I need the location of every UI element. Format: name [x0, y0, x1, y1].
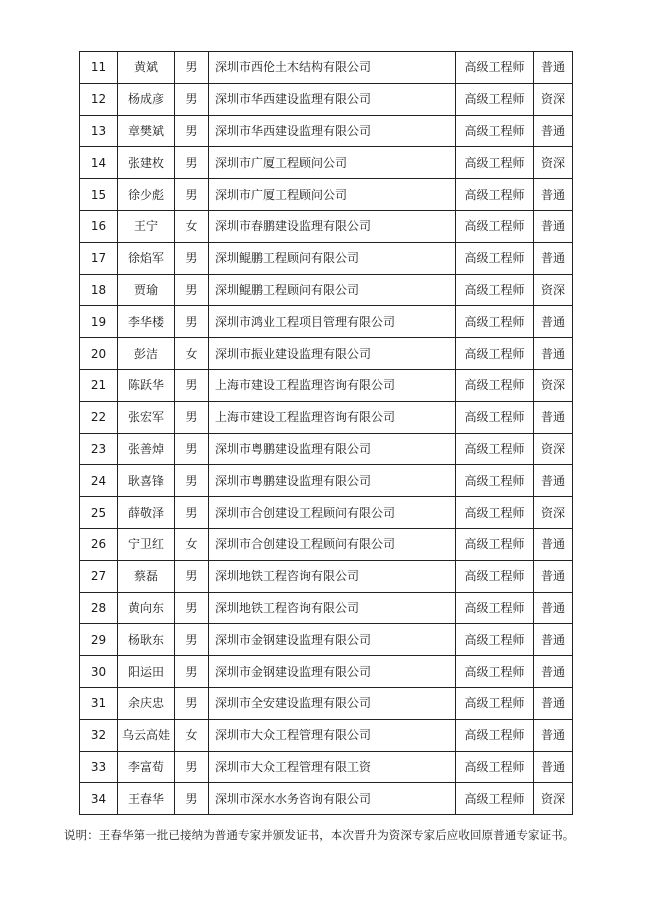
- expert-name-cell: 李华楼: [118, 306, 175, 338]
- expert-name-cell: 王宁: [118, 210, 175, 242]
- professional-title-cell: 高级工程师: [456, 433, 534, 465]
- expert-name-cell: 张建枚: [118, 147, 175, 179]
- professional-title-cell: 高级工程师: [456, 369, 534, 401]
- expert-name-cell: 张宏军: [118, 401, 175, 433]
- expert-level-cell: 普通: [534, 687, 573, 719]
- professional-title-cell: 高级工程师: [456, 528, 534, 560]
- professional-title-cell: 高级工程师: [456, 624, 534, 656]
- table-row: [80, 115, 573, 147]
- row-number-cell: 30: [80, 656, 118, 688]
- expert-name-cell: 张善焯: [118, 433, 175, 465]
- professional-title-cell: 高级工程师: [456, 465, 534, 497]
- row-number-cell: 24: [80, 465, 118, 497]
- professional-title-cell: 高级工程师: [456, 497, 534, 529]
- table-row: [80, 719, 573, 751]
- expert-level-cell: 普通: [534, 115, 573, 147]
- expert-name-cell: 乌云高娃: [118, 719, 175, 751]
- expert-level-cell: 普通: [534, 338, 573, 370]
- expert-level-cell: 普通: [534, 719, 573, 751]
- gender-cell: 男: [175, 656, 209, 688]
- table-row: [80, 401, 573, 433]
- row-number-cell: 20: [80, 338, 118, 370]
- company-name-cell: 深圳鲲鹏工程顾问有限公司: [209, 274, 456, 306]
- row-number-cell: 33: [80, 751, 118, 783]
- expert-level-cell: 普通: [534, 401, 573, 433]
- professional-title-cell: 高级工程师: [456, 83, 534, 115]
- expert-name-cell: 蔡磊: [118, 560, 175, 592]
- row-number-cell: 12: [80, 83, 118, 115]
- company-name-cell: 上海市建设工程监理咨询有限公司: [209, 369, 456, 401]
- professional-title-cell: 高级工程师: [456, 306, 534, 338]
- row-number-cell: 17: [80, 242, 118, 274]
- expert-name-cell: 徐焰军: [118, 242, 175, 274]
- company-name-cell: 深圳市广厦工程顾问公司: [209, 179, 456, 211]
- table-row: [80, 465, 573, 497]
- table-row: [80, 147, 573, 179]
- company-name-cell: 深圳市广厦工程顾问公司: [209, 147, 456, 179]
- gender-cell: 男: [175, 179, 209, 211]
- table-row: [80, 179, 573, 211]
- expert-level-cell: 普通: [534, 751, 573, 783]
- expert-level-cell: 资深: [534, 433, 573, 465]
- row-number-cell: 21: [80, 369, 118, 401]
- table-row: [80, 751, 573, 783]
- row-number-cell: 26: [80, 528, 118, 560]
- row-number-cell: 29: [80, 624, 118, 656]
- gender-cell: 男: [175, 147, 209, 179]
- gender-cell: 女: [175, 528, 209, 560]
- professional-title-cell: 高级工程师: [456, 783, 534, 815]
- expert-level-cell: 普通: [534, 528, 573, 560]
- row-number-cell: 14: [80, 147, 118, 179]
- expert-level-cell: 普通: [534, 306, 573, 338]
- gender-cell: 男: [175, 687, 209, 719]
- gender-cell: 男: [175, 624, 209, 656]
- expert-level-cell: 普通: [534, 210, 573, 242]
- gender-cell: 男: [175, 560, 209, 592]
- company-name-cell: 深圳市振业建设监理有限公司: [209, 338, 456, 370]
- table-row: [80, 783, 573, 815]
- company-name-cell: 深圳市华西建设监理有限公司: [209, 83, 456, 115]
- company-name-cell: 深圳市大众工程管理有限公司: [209, 719, 456, 751]
- table-row: [80, 497, 573, 529]
- company-name-cell: 深圳市深水水务咨询有限公司: [209, 783, 456, 815]
- company-name-cell: 深圳市合创建设工程顾问有限公司: [209, 528, 456, 560]
- expert-level-cell: 普通: [534, 52, 573, 84]
- gender-cell: 男: [175, 497, 209, 529]
- table-row: [80, 624, 573, 656]
- gender-cell: 男: [175, 115, 209, 147]
- expert-level-cell: 普通: [534, 465, 573, 497]
- row-number-cell: 32: [80, 719, 118, 751]
- table-row: [80, 369, 573, 401]
- row-number-cell: 34: [80, 783, 118, 815]
- row-number-cell: 23: [80, 433, 118, 465]
- expert-name-cell: 彭洁: [118, 338, 175, 370]
- table-row: [80, 306, 573, 338]
- company-name-cell: 深圳市华西建设监理有限公司: [209, 115, 456, 147]
- expert-level-cell: 普通: [534, 560, 573, 592]
- gender-cell: 男: [175, 592, 209, 624]
- expert-level-cell: 普通: [534, 242, 573, 274]
- professional-title-cell: 高级工程师: [456, 719, 534, 751]
- company-name-cell: 深圳地铁工程咨询有限公司: [209, 592, 456, 624]
- footnote: 说明：王春华第一批已接纳为普通专家并颁发证书，本次晋升为资深专家后应收回原普通专家证书。: [64, 828, 575, 842]
- expert-level-cell: 普通: [534, 624, 573, 656]
- company-name-cell: 深圳市粤鹏建设监理有限公司: [209, 465, 456, 497]
- expert-name-cell: 黄向东: [118, 592, 175, 624]
- professional-title-cell: 高级工程师: [456, 656, 534, 688]
- gender-cell: 男: [175, 274, 209, 306]
- gender-cell: 男: [175, 783, 209, 815]
- expert-name-cell: 王春华: [118, 783, 175, 815]
- professional-title-cell: 高级工程师: [456, 401, 534, 433]
- company-name-cell: 深圳市西伦土木结构有限公司: [209, 52, 456, 84]
- company-name-cell: 深圳市春鹏建设监理有限公司: [209, 210, 456, 242]
- company-name-cell: 深圳市粤鹏建设监理有限公司: [209, 433, 456, 465]
- table-row: [80, 433, 573, 465]
- row-number-cell: 11: [80, 52, 118, 84]
- row-number-cell: 18: [80, 274, 118, 306]
- expert-level-cell: 资深: [534, 274, 573, 306]
- gender-cell: 男: [175, 433, 209, 465]
- expert-roster-table: [79, 51, 573, 815]
- professional-title-cell: 高级工程师: [456, 147, 534, 179]
- table-row: [80, 338, 573, 370]
- expert-level-cell: 资深: [534, 83, 573, 115]
- gender-cell: 男: [175, 465, 209, 497]
- table-row: [80, 83, 573, 115]
- gender-cell: 男: [175, 242, 209, 274]
- professional-title-cell: 高级工程师: [456, 115, 534, 147]
- table-row: [80, 592, 573, 624]
- table-row: [80, 560, 573, 592]
- gender-cell: 男: [175, 83, 209, 115]
- expert-name-cell: 徐少彪: [118, 179, 175, 211]
- expert-level-cell: 普通: [534, 592, 573, 624]
- company-name-cell: 深圳市金钢建设监理有限公司: [209, 624, 456, 656]
- expert-name-cell: 杨耿东: [118, 624, 175, 656]
- gender-cell: 男: [175, 306, 209, 338]
- professional-title-cell: 高级工程师: [456, 242, 534, 274]
- expert-name-cell: 余庆忠: [118, 687, 175, 719]
- professional-title-cell: 高级工程师: [456, 687, 534, 719]
- company-name-cell: 深圳地铁工程咨询有限公司: [209, 560, 456, 592]
- expert-name-cell: 贾瑜: [118, 274, 175, 306]
- gender-cell: 女: [175, 210, 209, 242]
- company-name-cell: 深圳市金钢建设监理有限公司: [209, 656, 456, 688]
- company-name-cell: 深圳市大众工程管理有限工资: [209, 751, 456, 783]
- expert-level-cell: 资深: [534, 369, 573, 401]
- table-row: [80, 274, 573, 306]
- row-number-cell: 27: [80, 560, 118, 592]
- expert-level-cell: 资深: [534, 783, 573, 815]
- professional-title-cell: 高级工程师: [456, 338, 534, 370]
- gender-cell: 男: [175, 52, 209, 84]
- gender-cell: 男: [175, 401, 209, 433]
- professional-title-cell: 高级工程师: [456, 560, 534, 592]
- gender-cell: 女: [175, 338, 209, 370]
- professional-title-cell: 高级工程师: [456, 52, 534, 84]
- expert-level-cell: 资深: [534, 497, 573, 529]
- row-number-cell: 22: [80, 401, 118, 433]
- expert-name-cell: 阳运田: [118, 656, 175, 688]
- professional-title-cell: 高级工程师: [456, 210, 534, 242]
- expert-level-cell: 资深: [534, 147, 573, 179]
- row-number-cell: 28: [80, 592, 118, 624]
- company-name-cell: 上海市建设工程监理咨询有限公司: [209, 401, 456, 433]
- expert-name-cell: 陈跃华: [118, 369, 175, 401]
- expert-name-cell: 薛敬泽: [118, 497, 175, 529]
- professional-title-cell: 高级工程师: [456, 179, 534, 211]
- expert-name-cell: 耿喜锋: [118, 465, 175, 497]
- expert-name-cell: 黄斌: [118, 52, 175, 84]
- roster-table-body: [80, 52, 573, 815]
- table-row: [80, 687, 573, 719]
- professional-title-cell: 高级工程师: [456, 592, 534, 624]
- company-name-cell: 深圳鲲鹏工程顾问有限公司: [209, 242, 456, 274]
- expert-name-cell: 宁卫红: [118, 528, 175, 560]
- row-number-cell: 19: [80, 306, 118, 338]
- row-number-cell: 15: [80, 179, 118, 211]
- expert-level-cell: 普通: [534, 179, 573, 211]
- company-name-cell: 深圳市全安建设监理有限公司: [209, 687, 456, 719]
- expert-level-cell: 普通: [534, 656, 573, 688]
- table-row: [80, 242, 573, 274]
- professional-title-cell: 高级工程师: [456, 274, 534, 306]
- company-name-cell: 深圳市鸿业工程项目管理有限公司: [209, 306, 456, 338]
- gender-cell: 男: [175, 751, 209, 783]
- expert-name-cell: 李富荀: [118, 751, 175, 783]
- company-name-cell: 深圳市合创建设工程顾问有限公司: [209, 497, 456, 529]
- expert-name-cell: 章樊斌: [118, 115, 175, 147]
- gender-cell: 男: [175, 369, 209, 401]
- row-number-cell: 16: [80, 210, 118, 242]
- table-row: [80, 528, 573, 560]
- table-row: [80, 52, 573, 84]
- professional-title-cell: 高级工程师: [456, 751, 534, 783]
- row-number-cell: 31: [80, 687, 118, 719]
- table-row: [80, 210, 573, 242]
- gender-cell: 女: [175, 719, 209, 751]
- expert-name-cell: 杨成彦: [118, 83, 175, 115]
- table-row: [80, 656, 573, 688]
- row-number-cell: 25: [80, 497, 118, 529]
- row-number-cell: 13: [80, 115, 118, 147]
